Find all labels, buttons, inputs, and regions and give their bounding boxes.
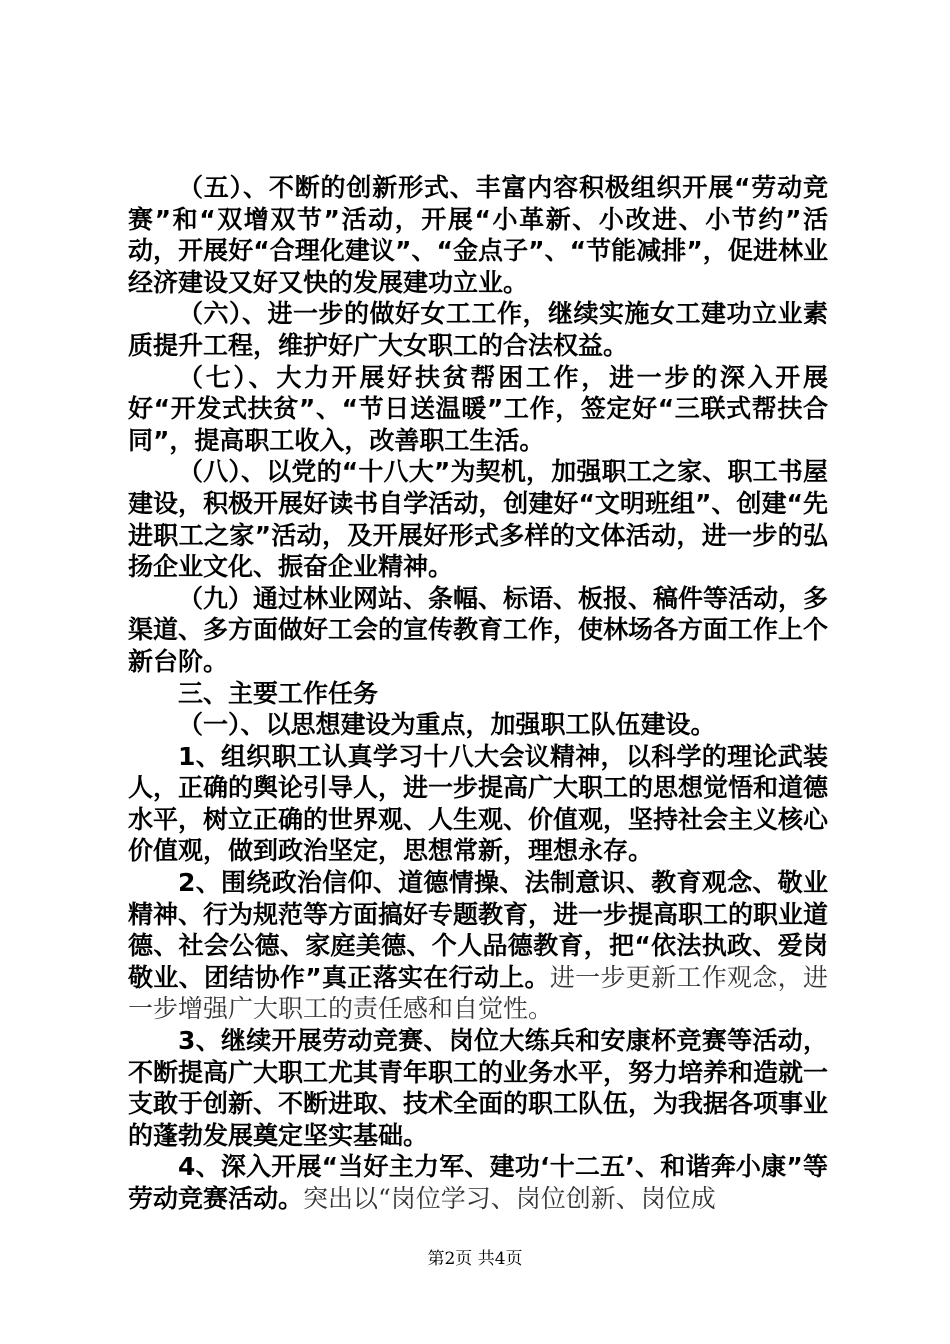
paragraph-9	[128, 583, 828, 678]
subsection-heading-1	[128, 709, 828, 741]
task-item-2	[128, 867, 828, 1025]
paragraph-text: （七）、大力开展好扶贫帮困工作，进一步的深入开展好“开发式扶贫”、“节日送温暖”工作，签定好“三联式帮扶合同”，提高职工收入，改善职工生活。	[128, 362, 828, 455]
paragraph-6	[128, 298, 828, 361]
paragraph-7	[128, 362, 828, 457]
paragraph-text: （六）、进一步的做好女工工作，继续实施女工建功立业素质提升工程，维护好广大女职工的合法权益。	[128, 299, 828, 360]
paragraph-text: （八）、以党的“十八大”为契机，加强职工之家、职工书屋建设，积极开展好读书自学活动，创建好“文明班组”、创建“先进职工之家”活动，及开展好形式多样的文体活动，进一步的弘扬企业文化、振奋企业精神。	[128, 457, 828, 582]
page-footer	[0, 1244, 950, 1269]
task-item-4	[128, 1151, 828, 1214]
paragraph-text: 4、深入开展“当好主力军、建功‘十二五’、和谐奔小康”等劳动竞赛活动。	[128, 1152, 828, 1213]
section-heading-3	[128, 678, 828, 710]
paragraph-text: 3、继续开展劳动竞赛、岗位大练兵和安康杯竞赛等活动，不断提高广大职工尤其青年职工的业务水平，努力培养和造就一支敢于创新、不断进取、技术全面的职工队伍，为我据各项事业的蓬勃发展奠定坚实基础。	[128, 1026, 829, 1150]
task-item-1	[128, 741, 828, 867]
paragraph-5	[128, 172, 828, 298]
heading-text: （一）、以思想建设为重点，加强职工队伍建设。	[178, 710, 716, 740]
paragraph-text: 1、组织职工认真学习十八大会议精神，以科学的理论武装人，正确的舆论引导人，进一步提高广大职工的思想觉悟和道德水平，树立正确的世界观、人生观、价值观，坚持社会主义核心价值观，做到政治坚定，思想常新，理想永存。	[128, 741, 829, 866]
paragraph-text: 2、围绕政治信仰、道德情操、法制意识、教育观念、敬业精神、行为规范等方面搞好专题教育，进一步提高职工的职业道德、社会公德、家庭美德、个人品德教育，把“依法执政、爱岗敬业、团结协作”真正落实在行动上。	[128, 868, 829, 992]
paragraph-tail-text: 突出以“岗位学习、岗位创新、岗位成	[303, 1184, 716, 1213]
document-body	[128, 172, 828, 1215]
paragraph-text: （九）通过林业网站、条幅、标语、板报、稿件等活动，多渠道、多方面做好工会的宣传教育工作，使林场各方面工作上个新台阶。	[128, 583, 829, 676]
heading-text: 三、主要工作任务	[178, 678, 379, 708]
paragraph-8	[128, 456, 828, 582]
paragraph-text: （五）、不断的创新形式、丰富内容积极组织开展“劳动竞赛”和“双增双节”活动，开展“小革新、小改进、小节约”活动，开展好“合理化建议”、“金点子”、“节能减排”，促进林业经济建设又好又快的发展建功立业。	[128, 173, 828, 297]
paragraph-tail-text: 进一步更新工作观念，进一步增强广大职工的责任感和自觉性。	[128, 962, 828, 1024]
page-number-label: 第2页 共4页	[427, 1249, 523, 1269]
task-item-3	[128, 1025, 828, 1151]
